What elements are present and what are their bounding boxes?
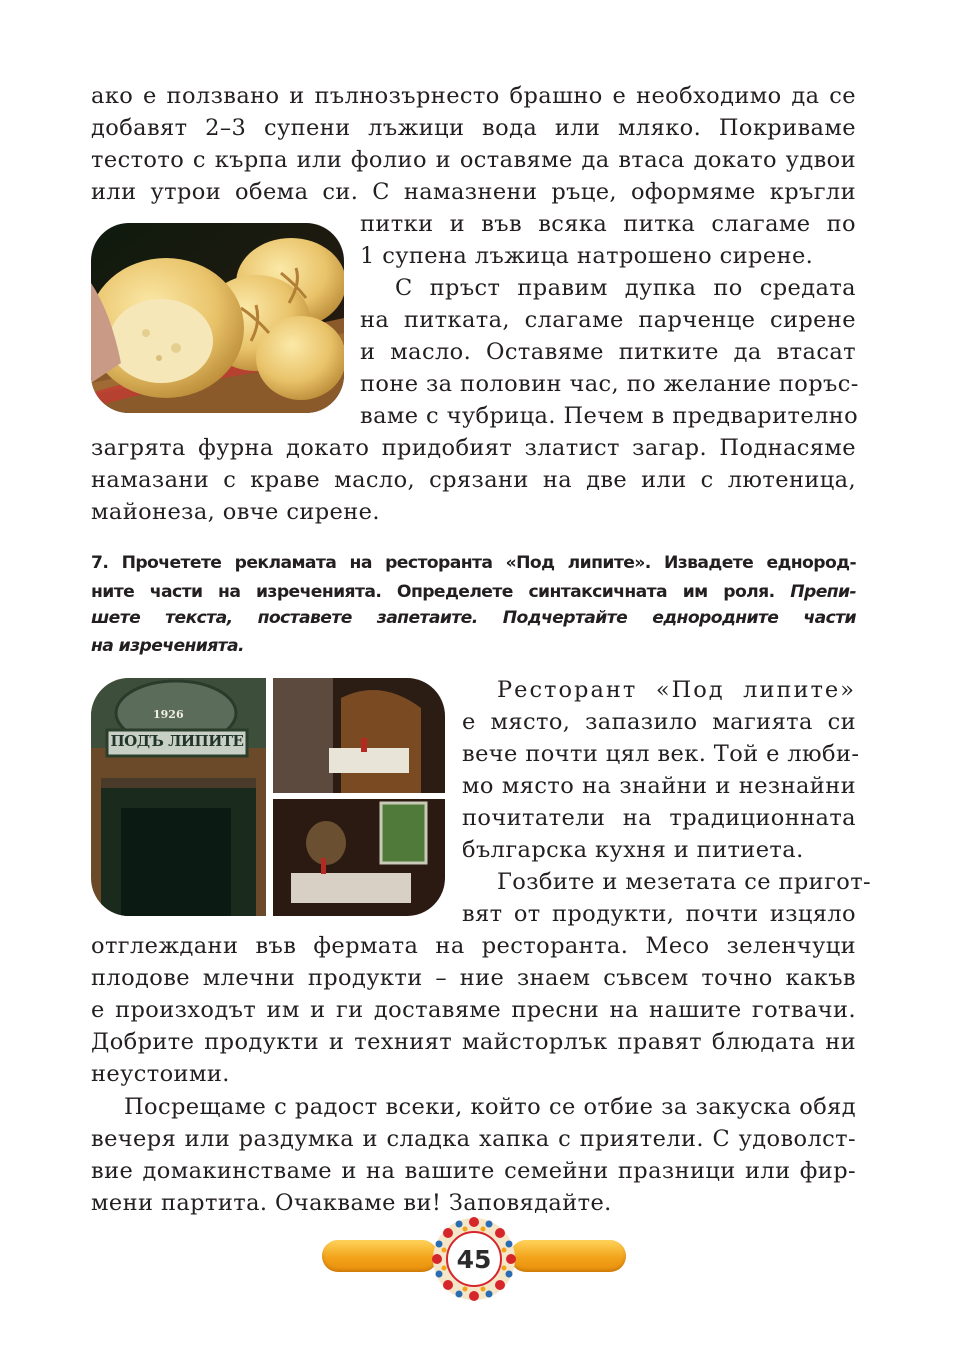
recipe-line: С пръст правим дупка по средата bbox=[395, 275, 856, 301]
restaurant-photo-collage bbox=[91, 678, 445, 916]
task-heading: ните части на изреченията. Определете синтаксичната им роля. Препи- bbox=[91, 582, 856, 602]
ad-line: Посрещаме с радост всеки, който се отбие за закуска обяд bbox=[124, 1094, 856, 1120]
recipe-line: поне за половин час, по желание поръс- bbox=[360, 371, 859, 397]
ad-line: вие домакинстваме и на вашите семейни празници или фир- bbox=[91, 1158, 856, 1184]
page-bar-left bbox=[322, 1240, 438, 1272]
recipe-line: на питката, слагаме парченце сирене bbox=[360, 307, 856, 333]
ad-line: плодове млечни продукти – ние знаем съвсем точно какъв bbox=[91, 965, 856, 991]
recipe-line: 1 супена лъжица натрошено сирене. bbox=[360, 243, 814, 269]
sign-year: 1926 bbox=[153, 708, 184, 721]
task-heading: 7. Прочетете рекламата на ресторанта «Под липите». Извадете еднород- bbox=[91, 553, 856, 573]
ad-line: е място, запазило магията си bbox=[462, 709, 856, 735]
ad-line: мени партита. Очакваме ви! Заповядайте. bbox=[91, 1190, 612, 1216]
recipe-line: или утрои обема си. С намазнени ръце, оформяме кръгли bbox=[91, 179, 856, 205]
recipe-line: ваме с чубрица. Печем в предварително bbox=[360, 403, 859, 429]
sign-name: ПОДЪ ЛИПИТЕ bbox=[110, 732, 244, 750]
page-bar-right bbox=[510, 1240, 626, 1272]
ad-line: вечеря или раздумка и сладка хапка с приятели. С удоволст- bbox=[91, 1126, 856, 1152]
page-number: 45 bbox=[456, 1245, 492, 1274]
ad-line: Ресторант «Под липите» bbox=[497, 677, 856, 703]
bread-rolls-photo bbox=[91, 223, 344, 413]
recipe-line: питки и във всяка питка слагаме по bbox=[360, 211, 856, 237]
ad-line: неустоими. bbox=[91, 1061, 230, 1087]
task-heading: шете текста, поставете запетаите. Подчертайте еднородните части bbox=[91, 608, 856, 628]
recipe-line: майонеза, овче сирене. bbox=[91, 499, 380, 525]
task-heading: на изреченията. bbox=[91, 636, 244, 656]
ad-line: е произходът им и ги доставяме пресни на нашите готвачи. bbox=[91, 997, 856, 1023]
ad-line: българска кухня и питиета. bbox=[462, 837, 804, 863]
ad-line: мо място на знайни и незнайни bbox=[462, 773, 856, 799]
ad-line: вят от продукти, почти изцяло bbox=[462, 901, 856, 927]
ad-line: отглеждани във фермата на ресторанта. Месо зеленчуци bbox=[91, 933, 856, 959]
ad-line: Гозбите и мезетата се пригот- bbox=[497, 869, 872, 895]
recipe-line: загрята фурна докато придобият златист загар. Поднасяме bbox=[91, 435, 856, 461]
ad-line: вече почти цял век. Той е люби- bbox=[462, 741, 860, 767]
ad-line: почитатели на традиционната bbox=[462, 805, 856, 831]
recipe-line: и масло. Оставяме питките да втасат bbox=[360, 339, 856, 365]
recipe-line: намазани с краве масло, срязани на две или с лютеница, bbox=[91, 467, 856, 493]
recipe-line: добавят 2–3 супени лъжици вода или мляко. Покриваме bbox=[91, 115, 856, 141]
recipe-line: ако е ползвано и пълнозърнесто брашно е необходимо да се bbox=[91, 83, 856, 109]
recipe-line: тестото с кърпа или фолио и оставяме да втаса докато удвои bbox=[91, 147, 856, 173]
ad-line: Добрите продукти и техният майсторлък правят блюдата ни bbox=[91, 1029, 856, 1055]
